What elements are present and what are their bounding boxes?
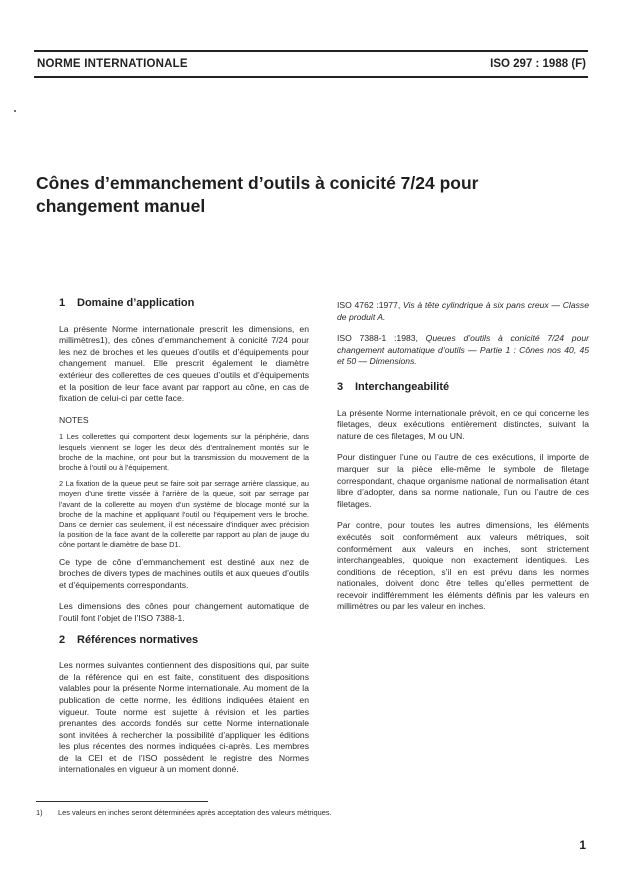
- section-1-paragraph-2: Ce type de cône d’emmanchement est destiné aux nez de broches de divers types de machines outils et aux queues d’outils et d’équipements correspondants.: [59, 556, 309, 590]
- scan-speck: [14, 110, 16, 112]
- header-standard-label: NORME INTERNATIONALE: [37, 58, 188, 70]
- notes-heading: NOTES: [59, 414, 89, 425]
- footnote-rule: [36, 801, 208, 802]
- title-line-2: changement manuel: [36, 196, 206, 216]
- reference-2-code: ISO 7388-1 :1983,: [337, 333, 426, 344]
- title-line-1: Cônes d’emmanchement d’outils à conicité 7/24 pour: [36, 173, 479, 193]
- section-1-heading: [59, 298, 309, 310]
- section-2-title: Références normatives: [77, 633, 199, 646]
- section-3-paragraph-3: Par contre, pour toutes les autres dimensions, les éléments exécutés soit conformément aux valeurs métriques, soit conformément aux valeurs en inches, sont strictement interchangeables, quoique non exactement identiques. Les conditions de réception, s’il en est prévu dans les normes nationales, doivent donc être telles qu’elles permettent de recevoir indifféremment les éléments définis par les valeurs en millimètres ou par les valeur en inches.: [337, 520, 589, 612]
- page-number: 1: [579, 838, 586, 852]
- section-1-paragraph-1: La présente Norme internationale prescrit les dimensions, en millimètres1), des cônes d’emmanchement à conicité 7/24 pour les nez de broches et les queues d’outils et d’équipements pour changement manuel. Elle prescrit également le diamètre extérieur des collerettes de ces queues d’outils et d’équipements et la position de leur face avant par rapport au cône, en cas de fixation de celui-ci par cette face.: [59, 323, 309, 404]
- section-3-number: 3: [337, 380, 344, 393]
- section-1-number: 1: [59, 297, 66, 309]
- left-column: [59, 298, 309, 786]
- section-2-paragraph-1: Les normes suivantes contiennent des dispositions qui, par suite de la référence qui en est faite, constituent des dispositions valables pour la présente Norme internationale. Au moment de la publication de cette norme, les éditions indiquées étaient en vigueur. Toute norme est sujette à révision et les parties prenantes des accords fondés sur cette Norme internationale sont invitées à rechercher la possibilité d’appliquer les éditions les plus récentes des normes indiquées ci-après. Les membres de la CEI et de l’ISO possèdent le registre des Normes internationales en vigueur à un moment donné.: [59, 660, 309, 775]
- header-rule-bottom: [34, 76, 588, 78]
- header-standard-number: ISO 297 : 1988 (F): [490, 58, 586, 70]
- footnote-text: Les valeurs en inches seront déterminées après acceptation des valeurs métriques.: [58, 808, 332, 817]
- section-3-paragraph-2: Pour distinguer l’une ou l’autre de ces exécutions, il importe de marquer sur la pièce elle-même le symbole de filetage correspondant, chaque organisme national de normalisation étant libre d’adopter, dans sa norme nationale, l’un ou l’autre de ces filetages.: [337, 452, 589, 509]
- footnote-mark: 1): [36, 808, 43, 817]
- section-2-heading: [59, 635, 309, 647]
- footnote: [36, 808, 332, 817]
- header-rule-top: [34, 50, 588, 52]
- section-3-heading: [337, 382, 589, 394]
- reference-1-title: Vis à tête cylindrique à six pans creux — Classe de produit A.: [337, 300, 589, 322]
- right-column: [337, 300, 589, 623]
- section-3-title: Interchangeabilité: [355, 380, 450, 393]
- document-title: [36, 172, 596, 218]
- reference-iso-7388-1: [337, 333, 589, 368]
- note-1: 1 Les collerettes qui comportent deux logements sur la périphérie, dans lesquels viennent se loger les deux dés d’entraînement montés sur le broche de la machine, ont pour but la transmission du mouvement de la broche à l’outil ou à l’équipement.: [59, 432, 309, 472]
- reference-1-code: ISO 4762 :1977,: [337, 300, 403, 310]
- section-1-paragraph-3: Les dimensions des cônes pour changement automatique de l’outil font l’objet de l’ISO 7388-1.: [59, 601, 309, 623]
- section-2-number: 2: [59, 633, 66, 646]
- note-2: 2 La fixation de la queue peut se faire soit par serrage arrière classique, au moyen d’une tirette vissée à l’arrière de la queue, soit par serrage par l’avant de la collerette au moyen d’un système de blocage monté sur la broche de la machine et appliquant l’outil ou l’équipement vers le broche. Dans ce dernier cas seulement, il est nécessaire d’indiquer avec précision la position de la face avant de la collerette par rapport au plan de jauge du cône portant le diamètre de base D1.: [59, 479, 309, 550]
- section-3-paragraph-1: La présente Norme internationale prévoit, en ce qui concerne les filetages, deux exécutions entièrement distinctes, suivant la nature de ces filetages, M ou UN.: [337, 407, 589, 441]
- reference-2-title: Queues d’outils à conicité 7/24 pour changement automatique d’outils — Partie 1 : Cônes nos 40, 45 et 50 — Dimensions.: [337, 333, 589, 367]
- reference-iso-4762: [337, 300, 589, 323]
- section-1-title: Domaine d’application: [77, 297, 195, 309]
